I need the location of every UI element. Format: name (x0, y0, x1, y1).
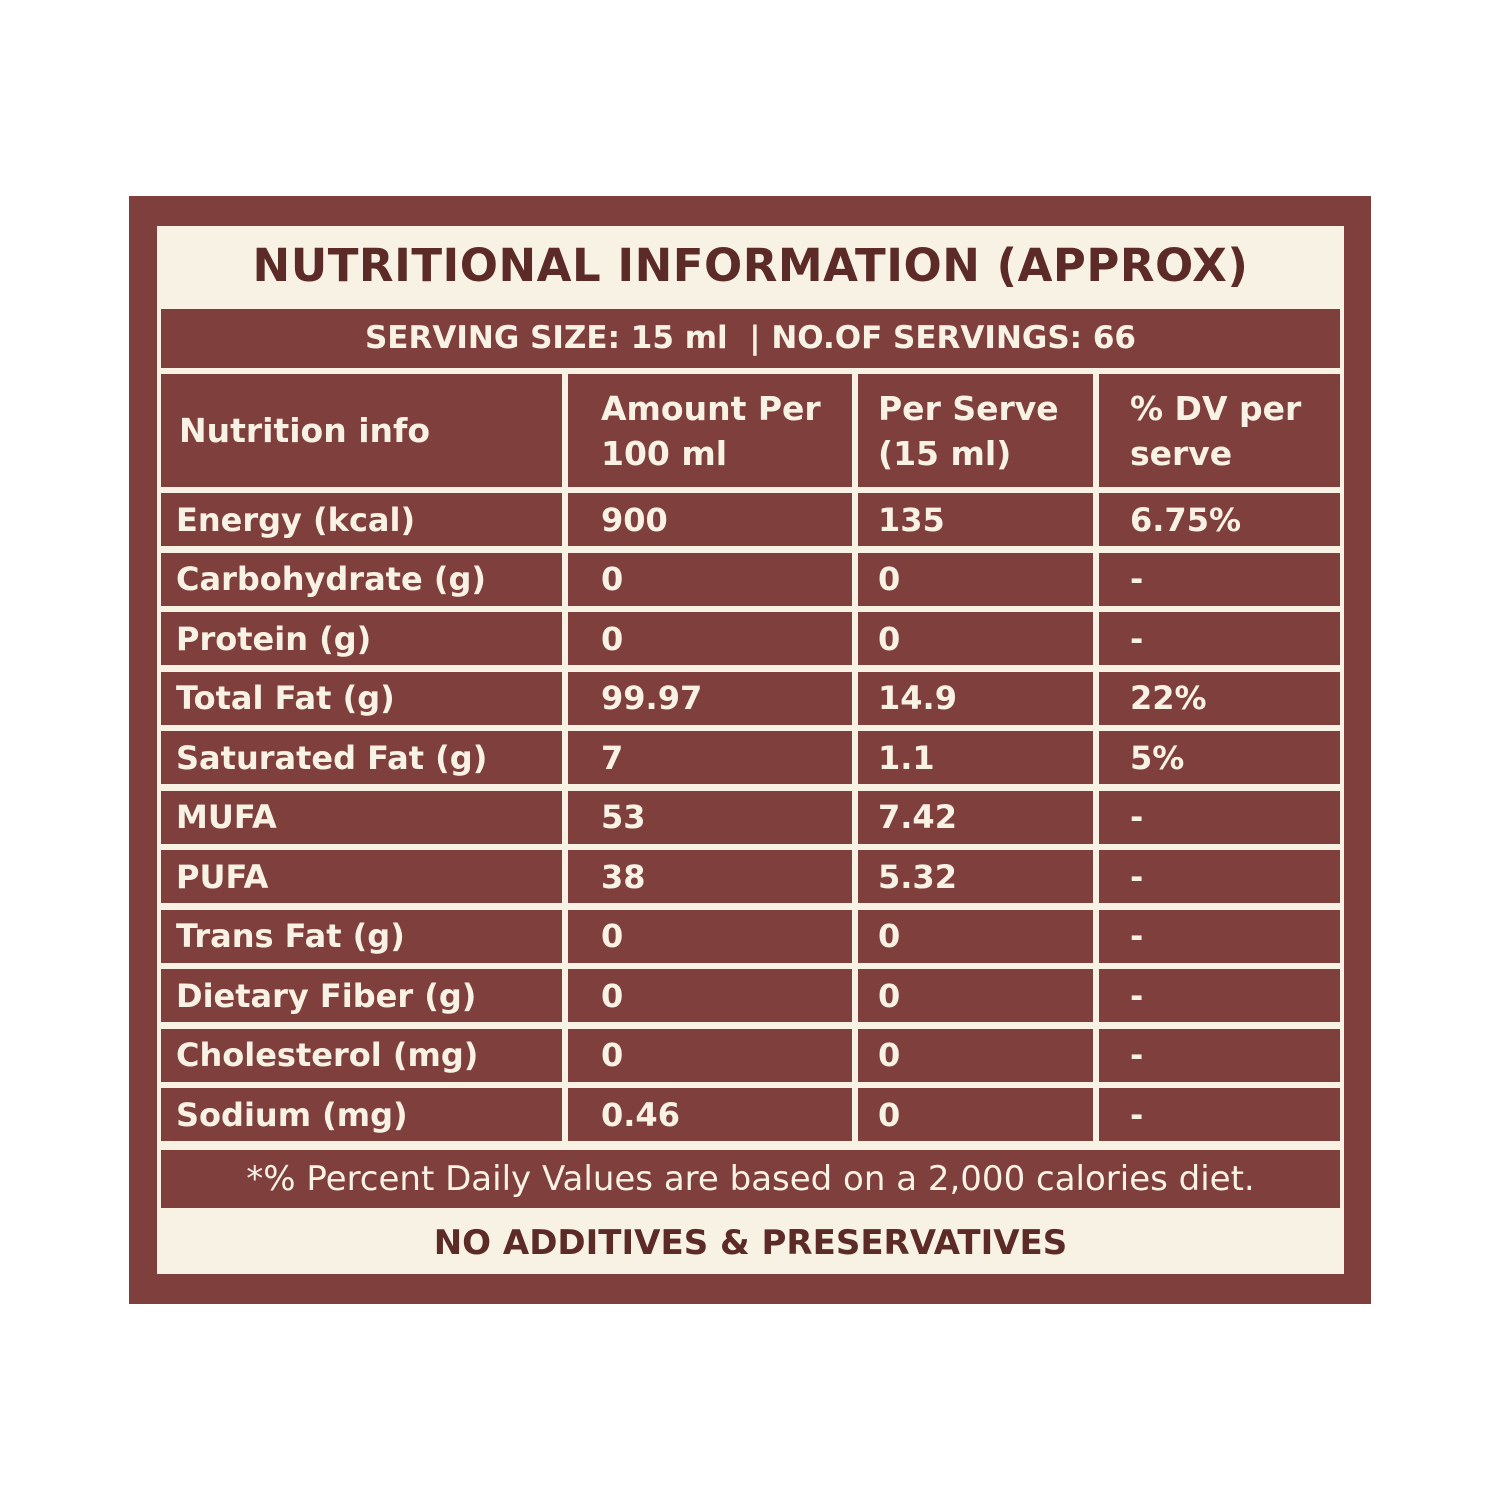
table-row (161, 672, 1340, 725)
cell-dv-per-serve: - (1099, 850, 1340, 903)
header-dv-per-serve: % DV per serve (1099, 374, 1340, 487)
table-row (161, 553, 1340, 606)
table-row (161, 493, 1340, 546)
cell-per-serve: 0 (858, 553, 1093, 606)
cell-amount-per-100ml: 0 (568, 553, 852, 606)
cell-amount-per-100ml: 99.97 (568, 672, 852, 725)
header-amount-per-100ml: Amount Per 100 ml (568, 374, 852, 487)
cell-nutrient-name: Protein (g) (161, 612, 562, 665)
cell-per-serve: 0 (858, 612, 1093, 665)
cell-nutrient-name: Total Fat (g) (161, 672, 562, 725)
no-additives-text: NO ADDITIVES & PRESERVATIVES (433, 1223, 1068, 1263)
cell-per-serve: 0 (858, 910, 1093, 963)
cell-amount-per-100ml: 53 (568, 791, 852, 844)
table-row (161, 791, 1340, 844)
cell-nutrient-name: Energy (kcal) (161, 493, 562, 546)
cell-per-serve: 0 (858, 969, 1093, 1022)
cell-nutrient-name: Cholesterol (mg) (161, 1029, 562, 1082)
cell-nutrient-name: Saturated Fat (g) (161, 731, 562, 784)
cell-amount-per-100ml: 7 (568, 731, 852, 784)
cell-per-serve: 14.9 (858, 672, 1093, 725)
cell-nutrient-name: PUFA (161, 850, 562, 903)
cell-dv-per-serve: - (1099, 969, 1340, 1022)
table-row (161, 850, 1340, 903)
cell-dv-per-serve: - (1099, 910, 1340, 963)
cell-per-serve: 1.1 (858, 731, 1093, 784)
header-nutrition-info: Nutrition info (161, 374, 562, 487)
cell-per-serve: 7.42 (858, 791, 1093, 844)
daily-value-footnote: *% Percent Daily Values are based on a 2,000 calories diet. (161, 1150, 1340, 1208)
cell-amount-per-100ml: 0 (568, 612, 852, 665)
cell-amount-per-100ml: 0 (568, 1029, 852, 1082)
cell-per-serve: 135 (858, 493, 1093, 546)
cell-dv-per-serve: - (1099, 1088, 1340, 1141)
header-per-serve: Per Serve (15 ml) (858, 374, 1093, 487)
cell-per-serve: 5.32 (858, 850, 1093, 903)
cell-amount-per-100ml: 0.46 (568, 1088, 852, 1141)
cell-per-serve: 0 (858, 1088, 1093, 1141)
cell-amount-per-100ml: 0 (568, 910, 852, 963)
nutrition-label-panel (129, 196, 1371, 1304)
cell-dv-per-serve: 22% (1099, 672, 1340, 725)
cell-nutrient-name: Dietary Fiber (g) (161, 969, 562, 1022)
table-row (161, 731, 1340, 784)
cell-amount-per-100ml: 0 (568, 969, 852, 1022)
label-title: NUTRITIONAL INFORMATION (APPROX) (252, 239, 1249, 292)
cell-dv-per-serve: 5% (1099, 731, 1340, 784)
cell-dv-per-serve: - (1099, 612, 1340, 665)
table-header-row (161, 374, 1340, 487)
cell-dv-per-serve: 6.75% (1099, 493, 1340, 546)
cell-amount-per-100ml: 38 (568, 850, 852, 903)
table-row (161, 612, 1340, 665)
cell-nutrient-name: Sodium (mg) (161, 1088, 562, 1141)
cell-amount-per-100ml: 900 (568, 493, 852, 546)
cell-nutrient-name: Carbohydrate (g) (161, 553, 562, 606)
cell-dv-per-serve: - (1099, 791, 1340, 844)
table-row (161, 969, 1340, 1022)
cell-dv-per-serve: - (1099, 1029, 1340, 1082)
cell-nutrient-name: Trans Fat (g) (161, 910, 562, 963)
cell-nutrient-name: MUFA (161, 791, 562, 844)
table-row (161, 1088, 1340, 1141)
cell-per-serve: 0 (858, 1029, 1093, 1082)
serving-info: SERVING SIZE: 15 ml | NO.OF SERVINGS: 66 (161, 309, 1340, 368)
cell-dv-per-serve: - (1099, 553, 1340, 606)
nutrition-label-inner (157, 226, 1344, 1274)
table-row (161, 1029, 1340, 1082)
table-row (161, 910, 1340, 963)
